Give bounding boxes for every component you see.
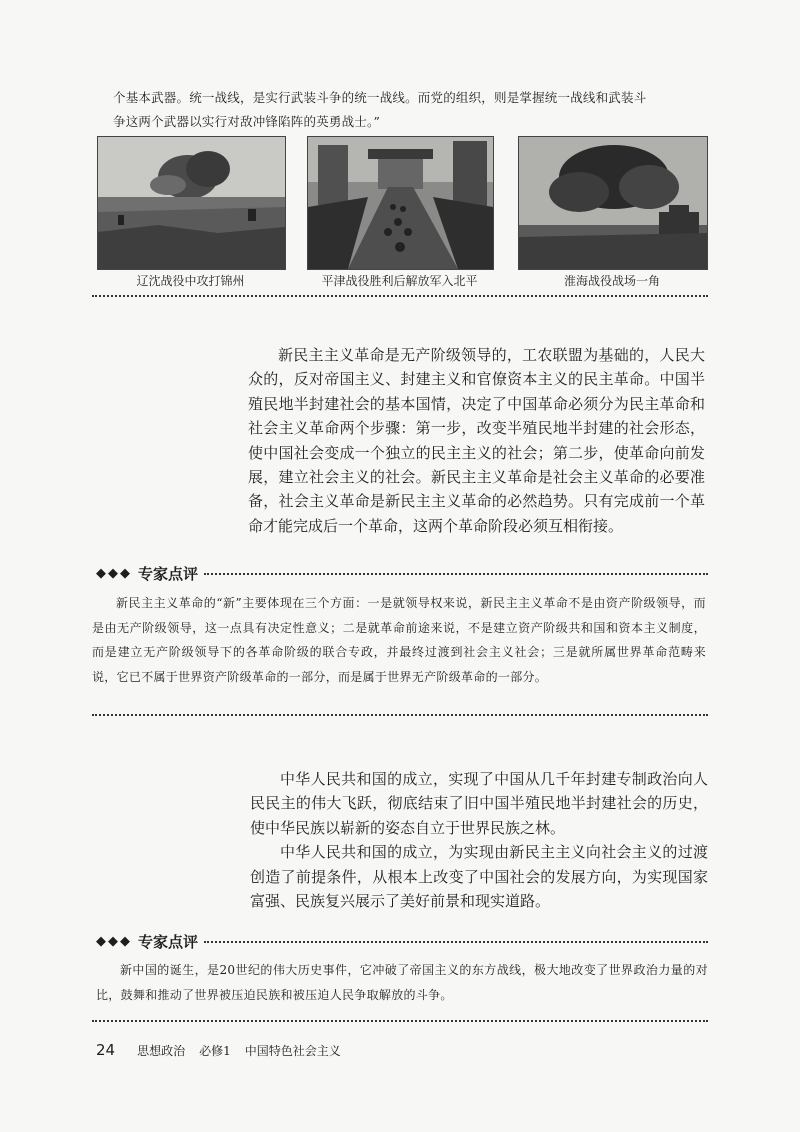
page-number: 24 xyxy=(96,1041,116,1059)
expert-comment-paragraph: 新中国的诞生，是20世纪的伟大历史事件，它冲破了帝国主义的东方战线，极大地改变了世界政治力量的对比，鼓舞和推动了世界被压迫民族和被压迫人民争取解放的斗争。 xyxy=(96,963,708,1002)
expert-comment-paragraph: 新民主主义革命的“新”主要体现在三个方面：一是就领导权来说，新民主主义革命不是由资产阶级领导，而是由无产阶级领导，这一点具有决定性意义；二是就革命前途来说，不是建立资产阶级共和国和资本主义制度，而是建立无产阶级领导下的各革命阶级的联合专政，并最终过渡到社会主义社会；三是就所属世界革命范畴来说，它已不属于世界资产阶级革命的一部分，而是属于世界无产阶级革命的一部分。 xyxy=(92,596,706,684)
expert-comment-text xyxy=(96,958,708,1007)
paragraph: 中华人民共和国的成立，为实现由新民主主义向社会主义的过渡创造了前提条件，从根本上改变了中国社会的发展方向，为实现国家富强、民族复兴展示了美好前景和现实道路。 xyxy=(250,843,708,911)
footer-book-title: 中国特色社会主义 xyxy=(244,1044,341,1058)
divider xyxy=(204,941,708,943)
quote-line: 争这两个武器以实行对敌冲锋陷阵的英勇战士。” xyxy=(113,114,381,129)
photo-huaihai xyxy=(518,136,708,270)
diamond-icon: ◆◆◆ xyxy=(96,565,132,581)
page-footer xyxy=(96,1041,355,1059)
divider xyxy=(92,295,708,297)
expert-comment-text xyxy=(92,591,706,689)
paragraph: 中华人民共和国的成立，实现了中国从几千年封建专制政治向人民民主的伟大飞跃，彻底结束了旧中国半殖民地半封建社会的历史，使中华民族以崭新的姿态自立于世界民族之林。 xyxy=(250,770,708,837)
diamond-icon: ◆◆◆ xyxy=(96,933,132,949)
divider xyxy=(204,573,708,575)
photo-caption: 辽沈战役中攻打锦州 xyxy=(136,274,245,288)
quote-line: 个基本武器。统一战线，是实行武装斗争的统一战线。而党的组织，则是掌握统一战线和武装斗 xyxy=(113,90,647,105)
quote-continuation xyxy=(113,86,703,134)
photo-caption: 淮海战役战场一角 xyxy=(563,274,660,288)
divider xyxy=(92,714,708,716)
main-text-block xyxy=(250,767,708,913)
divider xyxy=(92,1020,708,1022)
expert-comment-title: 专家点评 xyxy=(138,932,199,951)
main-text-block xyxy=(248,343,705,538)
photo-pingjin xyxy=(307,136,494,270)
footer-subject: 思想政治 xyxy=(137,1044,186,1058)
expert-comment-header xyxy=(96,930,708,952)
photo-liaoshen xyxy=(97,136,286,270)
footer-volume: 必修1 xyxy=(199,1044,231,1058)
expert-comment-title: 专家点评 xyxy=(138,564,199,583)
paragraph: 新民主主义革命是无产阶级领导的，工农联盟为基础的，人民大众的，反对帝国主义、封建主义和官僚资本主义的民主革命。中国半殖民地半封建社会的基本国情，决定了中国革命必须分为民主革命和社会主义革命两个步骤：第一步，改变半殖民地半封建的社会形态，使中国社会变成一个独立的民主主义的社会；第二步，使革命向前发展，建立社会主义的社会。新民主主义革命是社会主义革命的必要准备，社会主义革命是新民主主义革命的必然趋势。只有完成前一个革命才能完成后一个革命，这两个革命阶段必须互相衔接。 xyxy=(248,346,705,535)
expert-comment-header xyxy=(96,562,708,584)
photo-caption: 平津战役胜利后解放军入北平 xyxy=(321,274,478,288)
